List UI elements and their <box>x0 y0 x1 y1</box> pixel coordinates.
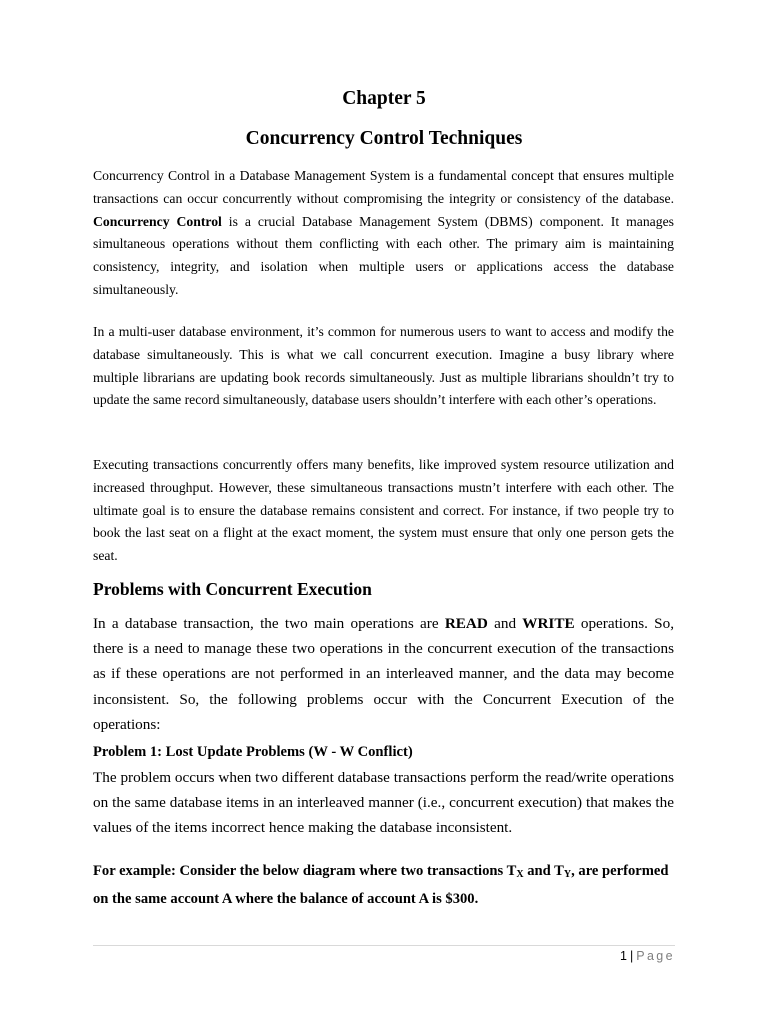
page-label: Page <box>636 949 675 963</box>
section-heading: Problems with Concurrent Execution <box>93 579 372 599</box>
read-keyword: READ <box>444 615 488 632</box>
paragraph-benefits: Executing transactions concurrently offers many benefits, like improved system resource utilization and increased throughput. However, these simultaneous transactions mustn’t interfere with each other. The ultimate goal is to ensure the database remains consistent and correct. For instance, if two people try to book the last seat on a flight at the exact moment, the system must ensure that only one person gets the seat. <box>93 457 674 564</box>
paragraph-intro <box>93 165 674 302</box>
example-sub-x: X <box>516 869 524 880</box>
paragraph-multi-user: In a multi-user database environment, it’s common for numerous users to want to access and modify the database simultaneously. This is what we call concurrent execution. Imagine a busy library where multiple librarians are updating book records simultaneously. Just as multiple librarians shouldn’t try to update the same record simultaneously, database users shouldn’t interfere with each other’s operations. <box>93 324 674 408</box>
paragraph-intro-text-b: is a crucial Database Management System (DBMS) component. It manages simultaneous operations without them conflicting with each other. The primary aim is maintaining consistency, integrity, and isolation when multiple users or applications access the database simultaneously. <box>93 213 674 297</box>
write-keyword: WRITE <box>522 615 575 632</box>
chapter-title: Concurrency Control Techniques <box>245 128 523 149</box>
page-number: 1 <box>620 949 627 963</box>
paragraph-lost-update: The problem occurs when two different database transactions perform the read/write operations on the same database items in an interleaved manner (i.e., concurrent execution) that makes the values of the items incorrect hence making the database inconsistent. <box>93 769 674 837</box>
example-sub-y: Y <box>563 869 572 880</box>
paragraph-intro-text-a: Concurrency Control in a Database Management System is a fundamental concept that ensures multiple transactions can occur concurrently without compromising the integrity or consistency of the database. <box>93 168 674 206</box>
page-footer <box>620 947 675 965</box>
example-text-b: and T <box>523 863 564 879</box>
problem1-heading: Problem 1: Lost Update Problems (W - W Conflict) <box>93 744 413 760</box>
chapter-number: Chapter 5 <box>342 88 426 109</box>
footer-separator: | <box>629 949 634 963</box>
paragraph-intro-bold: Concurrency Control <box>93 213 222 229</box>
example-text-c: , are performed on the same account A where the balance of account A is $300. <box>93 863 669 907</box>
example-text-a: For example: Consider the below diagram where two transactions T <box>93 863 517 879</box>
example-paragraph <box>93 859 674 912</box>
paragraph-operations-text-a: In a database transaction, the two main operations are <box>93 615 445 632</box>
paragraph-operations <box>93 611 674 737</box>
footer-divider <box>93 945 675 946</box>
paragraph-operations-text-c: operations. So, there is a need to manage these two operations in the concurrent execution of the transactions as if these operations are not performed in an interleaved manner, and the data may become inconsistent. So, the following problems occur with the Concurrent Execution of the operations: <box>93 615 674 733</box>
paragraph-operations-text-b: and <box>487 615 523 632</box>
